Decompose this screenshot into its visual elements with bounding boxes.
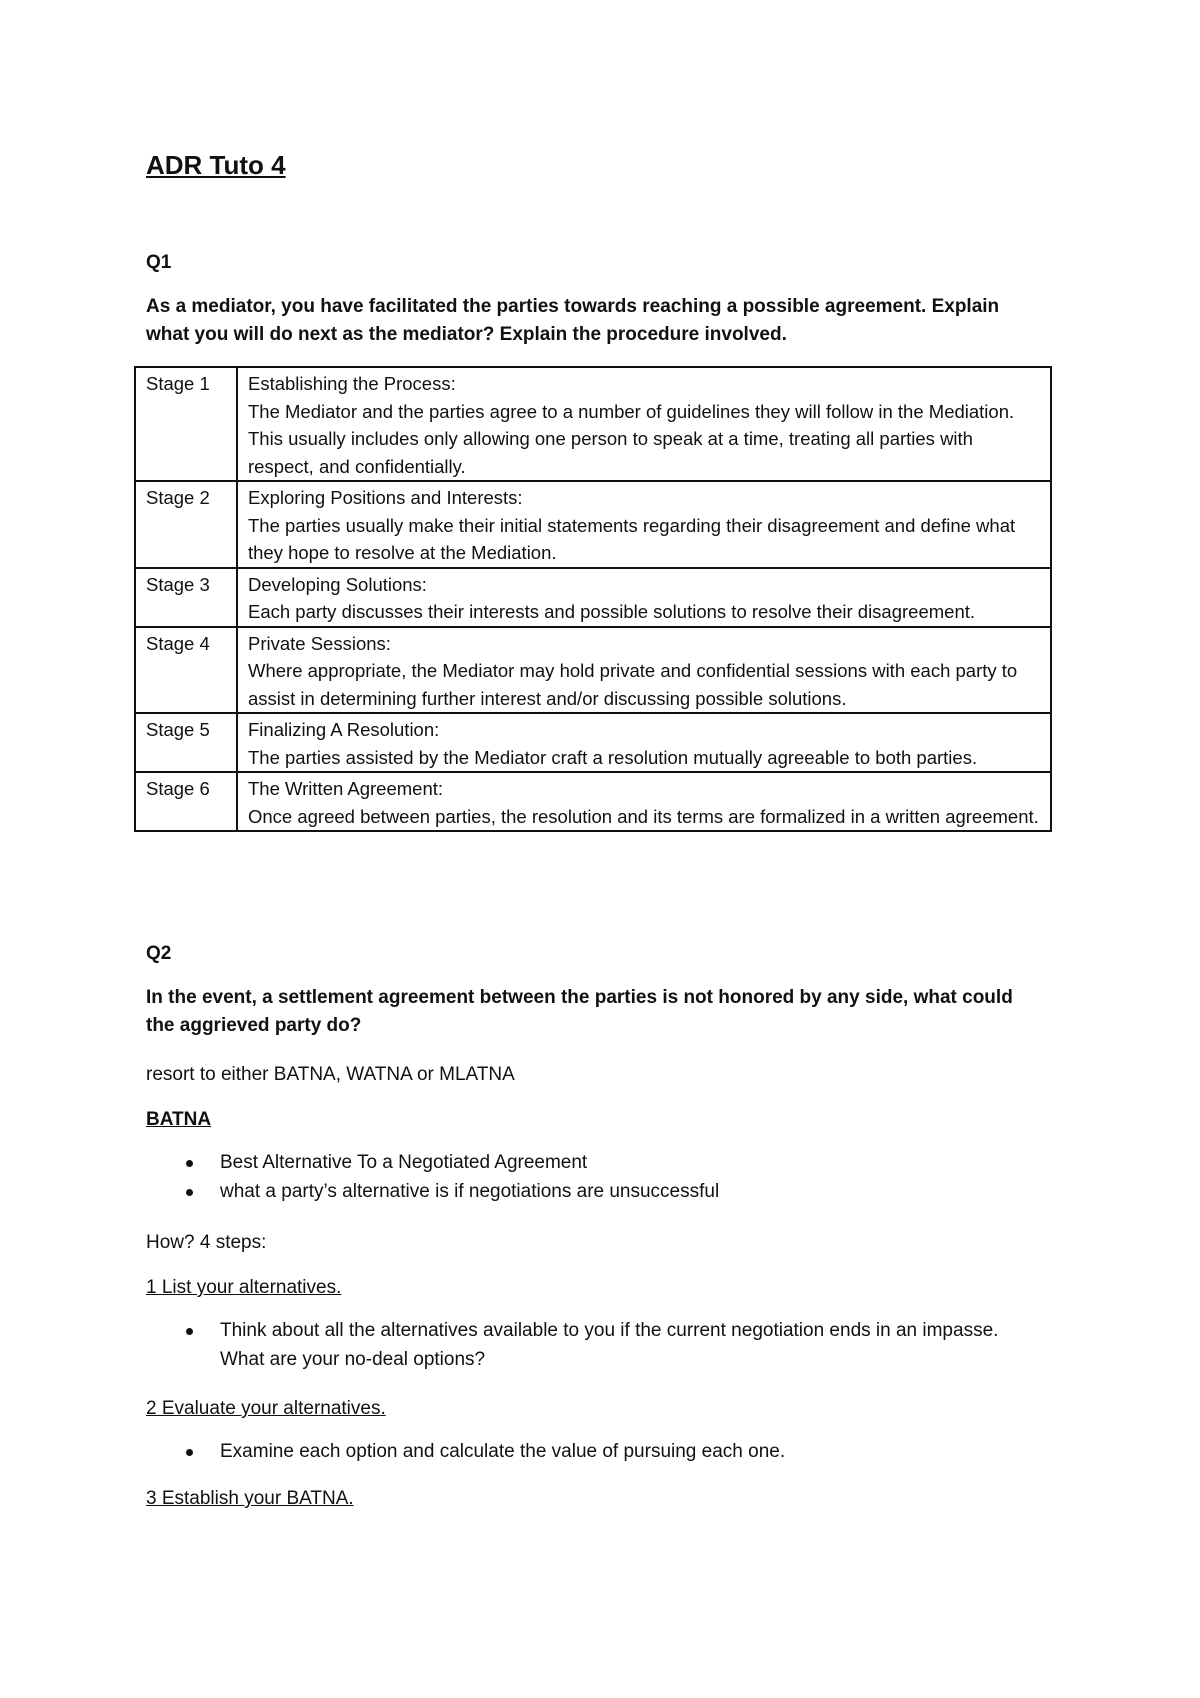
bullet-icon: [186, 1449, 193, 1456]
stage-heading: Finalizing A Resolution:: [248, 719, 440, 740]
stage-description: [237, 568, 1051, 627]
stage-label: Stage 2: [135, 481, 237, 568]
stage-heading: The Written Agreement:: [248, 778, 444, 799]
stage-text: The parties usually make their initial statements regarding their disagreement and define what they hope to resolve at the Mediation.: [248, 514, 1016, 563]
step-3-heading: 3 Establish your BATNA.: [146, 1488, 354, 1509]
list-item: [146, 1148, 1016, 1177]
bullet-icon: [186, 1328, 193, 1335]
table-row: [135, 627, 1051, 714]
stage-label: Stage 4: [135, 627, 237, 714]
stage-text: Where appropriate, the Mediator may hold private and confidential sessions with each party to assist in determining further interest and/or discussing possible solutions.: [248, 660, 1018, 709]
document-title: ADR Tuto 4: [146, 150, 286, 180]
step-2-bullet-list: [146, 1437, 1016, 1466]
list-item-text: Examine each option and calculate the value of pursuing each one.: [220, 1441, 786, 1462]
stage-label: Stage 1: [135, 367, 237, 481]
table-row: [135, 568, 1051, 627]
step-1-heading: 1 List your alternatives.: [146, 1277, 342, 1298]
step-1-bullet-list: [146, 1316, 1016, 1374]
table-row: [135, 772, 1051, 831]
stage-heading: Establishing the Process:: [248, 373, 456, 394]
stage-label: Stage 3: [135, 568, 237, 627]
stage-heading: Private Sessions:: [248, 632, 391, 654]
q1-question: As a mediator, you have facilitated the parties towards reaching a possible agreement. Explain what you will do next as the mediator? Explain the procedure involved.: [146, 296, 1000, 345]
table-row: [135, 367, 1051, 481]
batna-heading: BATNA: [146, 1109, 212, 1130]
stage-text: Once agreed between parties, the resolution and its terms are formalized in a written agreement.: [248, 805, 1039, 827]
stage-description: [237, 772, 1051, 831]
step-2-heading: 2 Evaluate your alternatives.: [146, 1398, 386, 1419]
list-item-text: what a party’s alternative is if negotiations are unsuccessful: [220, 1181, 720, 1202]
table-row: [135, 713, 1051, 772]
q2-question: In the event, a settlement agreement between the parties is not honored by any side, what could the aggrieved party do?: [146, 987, 1013, 1036]
mediation-stages-table: [134, 366, 1052, 832]
stage-text: The Mediator and the parties agree to a number of guidelines they will follow in the Mediation. This usually includes only allowing one person to speak at a time, treating all parties with respect, and confidentially.: [248, 400, 1015, 477]
list-item: [146, 1316, 1016, 1374]
stage-heading: Exploring Positions and Interests:: [248, 487, 523, 508]
list-item-text: Best Alternative To a Negotiated Agreement: [220, 1152, 588, 1173]
list-item-text: Think about all the alternatives available to you if the current negotiation ends in an impasse. What are your no-deal options?: [220, 1320, 999, 1370]
list-item: [146, 1437, 1016, 1466]
stage-description: [237, 713, 1051, 772]
stage-text: Each party discusses their interests and possible solutions to resolve their disagreement.: [248, 601, 976, 622]
how-steps-text: How? 4 steps:: [146, 1232, 267, 1253]
stage-label: Stage 5: [135, 713, 237, 772]
stage-text: The parties assisted by the Mediator craft a resolution mutually agreeable to both parties.: [248, 746, 978, 768]
bullet-icon: [186, 1189, 193, 1196]
q2-label: Q2: [146, 943, 172, 964]
stage-description: [237, 367, 1051, 481]
stage-description: [237, 627, 1051, 714]
stage-heading: Developing Solutions:: [248, 573, 427, 595]
q1-label: Q1: [146, 252, 172, 273]
table-row: [135, 481, 1051, 568]
stage-description: [237, 481, 1051, 568]
stage-label: Stage 6: [135, 772, 237, 831]
q2-answer-intro: resort to either BATNA, WATNA or MLATNA: [146, 1064, 515, 1085]
batna-bullet-list: [146, 1148, 1016, 1206]
list-item: [146, 1177, 1016, 1206]
bullet-icon: [186, 1160, 193, 1167]
